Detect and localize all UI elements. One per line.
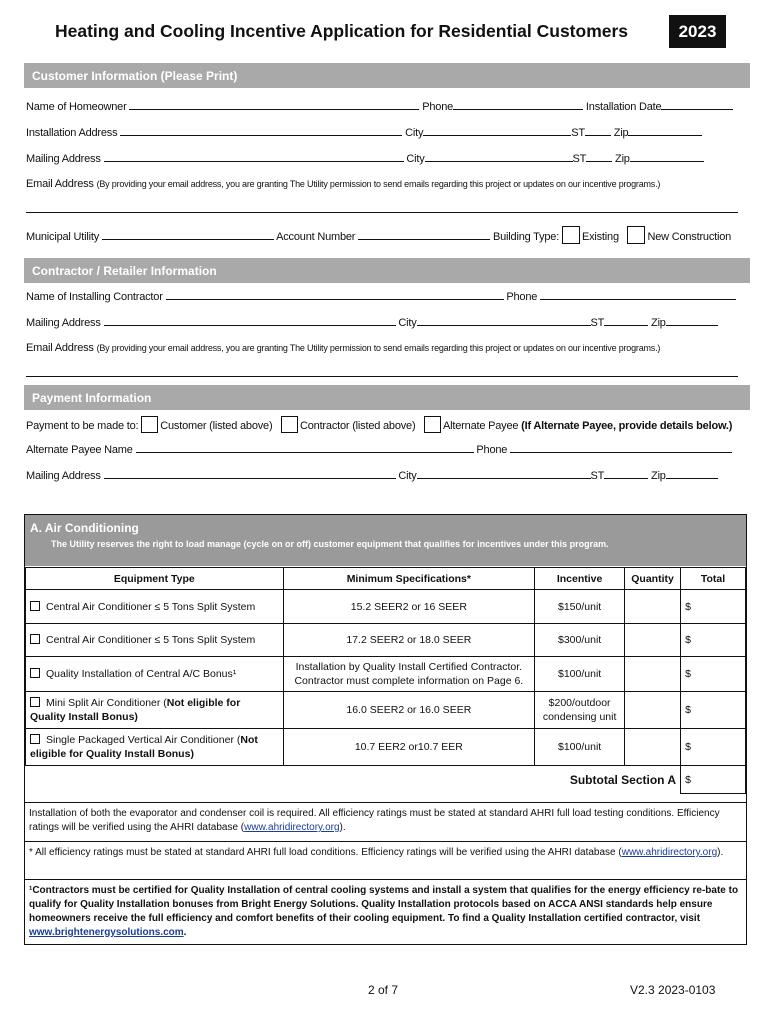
contractor-info-bar: Contractor / Retailer Information [24,258,750,283]
spec-cell: Installation by Quality Install Certified Contractor. Contractor must complete information on Page 6. [283,657,535,692]
phone-label: Phone [422,101,454,113]
equipment-type-note: Not eligible for Quality Install Bonus) [30,734,258,760]
city-field[interactable] [423,126,571,136]
col-incentive: Incentive [535,568,625,590]
quantity-cell[interactable] [625,729,681,766]
equipment-cell [26,657,284,692]
spec-cell: 10.7 EER2 or10.7 EER [283,729,535,766]
alt-payee-name-row [26,443,732,456]
homeowner-field[interactable] [129,100,419,110]
st-label: ST [571,127,585,139]
incentive-cell: $100/unit [535,729,625,766]
contractor-payee-checkbox[interactable] [281,416,298,433]
customer-info-bar: Customer Information (Please Print) [24,63,750,88]
contractor-city-field[interactable] [417,316,591,326]
new-construction-checkbox[interactable] [627,226,645,244]
ahri-link[interactable]: www.ahridirectory.org [244,822,340,833]
mailing-field[interactable] [104,152,404,162]
install-date-field[interactable] [661,100,733,110]
alt-payee-st-field[interactable] [604,469,648,479]
contractor-zip-label: Zip [651,317,666,329]
alt-payee-st-label: ST [590,470,605,482]
equipment-checkbox[interactable] [30,601,40,611]
contractor-payee-label: Contractor (listed above) [300,420,416,432]
alt-payee-mailing-row [26,469,718,482]
equipment-cell [26,590,284,624]
alt-payee-name-field[interactable] [136,443,474,453]
email-row [26,178,660,190]
install-date-label: Installation Date [585,101,662,113]
contractor-name-field[interactable] [166,290,504,300]
contractor-email-field[interactable] [26,376,738,377]
note-installation-text: Installation of both the evaporator and condenser coil is required. All efficiency ratings must be stated at standard AHRI full load testing conditions. Efficiency ratings will be verified using the AHRI database ( [29,808,720,833]
table-row [26,624,746,657]
install-address-label: Installation Address [26,127,118,139]
version-label: V2.3 2023-0103 [630,983,716,997]
section-a-subtitle: The Utility reserves the right to load manage (cycle on or off) customer equipment that qualifies for incentives under this program. [51,539,609,549]
equipment-type-note: Not eligible for Quality Install Bonus) [30,697,241,723]
zip-label: Zip [613,127,629,139]
equipment-checkbox[interactable] [30,634,40,644]
contractor-name-row [26,290,736,303]
mailing-row [26,152,704,165]
bright-energy-link[interactable]: www.brightenergysolutions.com [29,927,184,938]
ahri-link[interactable]: www.ahridirectory.org [621,847,718,858]
note-quality-install-end: . [183,927,187,938]
incentive-cell: $100/unit [535,657,625,692]
equipment-cell [26,729,284,766]
city-field[interactable] [425,152,573,162]
existing-checkbox[interactable] [562,226,580,244]
email-note: (By providing your email address, you are granting The Utility permission to send emails regarding this project or updates on our incentive programs.) [96,179,661,189]
total-cell[interactable]: $ [681,729,746,766]
contractor-email-note: (By providing your email address, you are granting The Utility permission to send emails regarding this project or updates on our incentive programs.) [96,343,661,353]
alt-payee-city-label: City [398,470,417,482]
incentive-cell: $300/unit [535,624,625,657]
equipment-table [25,567,746,794]
st-field[interactable] [586,152,612,162]
equipment-type: Mini Split Air Conditioner ( [46,697,167,709]
col-quantity: Quantity [625,568,681,590]
contractor-st-field[interactable] [604,316,648,326]
equipment-type: Central Air Conditioner ≤ 5 Tons Split System [46,634,256,646]
equipment-type: Central Air Conditioner ≤ 5 Tons Split System [46,600,256,613]
alt-payee-zip-field[interactable] [666,469,718,479]
customer-payee-label: Customer (listed above) [160,420,273,432]
total-cell[interactable]: $ [681,657,746,692]
email-field[interactable] [26,212,738,213]
alt-payee-name-label: Alternate Payee Name [26,444,133,456]
install-address-row [26,126,702,139]
building-type-label: Building Type: [492,231,560,243]
homeowner-label: Name of Homeowner [26,101,127,113]
total-cell[interactable]: $ [681,590,746,624]
contractor-name-label: Name of Installing Contractor [26,291,163,303]
spec-cell: 17.2 SEER2 or 18.0 SEER [283,624,535,657]
alternate-payee-checkbox[interactable] [424,416,441,433]
equipment-cell [26,692,284,729]
incentive-cell: $200/outdoor condensing unit [535,692,625,729]
alt-payee-mailing-field[interactable] [104,469,396,479]
zip-label: Zip [615,153,630,165]
city-label: City [406,153,425,165]
spec-cell: 16.0 SEER2 or 16.0 SEER [283,692,535,729]
col-total: Total [681,568,746,590]
quantity-cell[interactable] [625,657,681,692]
note-quality-install-text: ¹Contractors must be certified for Quality Installation of central cooling systems and install a system that qualifies for the energy efficiency re-bate to qualify for Quality Installation bonuses from Bright Energy Solutions. Quality Installation protocols based on ACCA ANSI standards help ensure homeowners receive the full efficiency and comfort benefits of their cooling equipment. To find a Quality Installation certified contractor, visit [29,885,739,924]
equipment-type: Single Packaged Vertical Air Conditioner ( [46,734,241,746]
note-installation-end: ). [339,822,346,833]
alt-payee-phone-label: Phone [476,444,508,456]
total-cell[interactable]: $ [681,624,746,657]
table-row [26,657,746,692]
equipment-cell [26,624,284,657]
table-row [26,729,746,766]
alternate-payee-note: (If Alternate Payee, provide details below.) [521,420,733,432]
contractor-phone-field[interactable] [540,290,736,300]
note-efficiency-end: ). [717,847,724,858]
section-a-header [25,515,746,566]
utility-field[interactable] [102,230,274,240]
payment-to-label: Payment to be made to: [26,420,139,432]
equipment-checkbox[interactable] [30,668,40,678]
table-row [26,692,746,729]
phone-field[interactable] [453,100,583,110]
year-badge: 2023 [669,15,726,48]
contractor-mailing-row [26,316,718,329]
homeowner-row [26,100,733,113]
payment-info-bar: Payment Information [24,385,750,410]
mailing-label: Mailing Address [26,153,101,165]
new-construction-label: New Construction [647,231,732,243]
utility-label: Municipal Utility [26,231,100,243]
existing-label: Existing [581,231,619,243]
quantity-cell[interactable] [625,692,681,729]
alternate-payee-label: Alternate Payee [443,420,519,432]
subtotal-value[interactable]: $ [681,766,746,794]
zip-field[interactable] [628,126,702,136]
quantity-cell[interactable] [625,624,681,657]
table-header-row [26,568,746,590]
total-cell[interactable]: $ [681,692,746,729]
st-field[interactable] [585,126,611,136]
account-label: Account Number [276,231,356,243]
alt-payee-mailing-label: Mailing Address [26,470,101,482]
install-address-field[interactable] [120,126,402,136]
contractor-phone-label: Phone [506,291,538,303]
note-installation [25,802,746,839]
quantity-cell[interactable] [625,590,681,624]
customer-payee-checkbox[interactable] [141,416,158,433]
subtotal-row [26,766,746,794]
note-quality-install [25,879,746,944]
equipment-checkbox[interactable] [30,734,40,744]
section-a-title: A. Air Conditioning [30,521,139,535]
contractor-mailing-label: Mailing Address [26,317,101,329]
payment-to-row [26,416,732,433]
page-number: 2 of 7 [368,983,399,997]
contractor-zip-field[interactable] [666,316,718,326]
alt-payee-phone-field[interactable] [510,443,732,453]
city-label: City [405,127,424,139]
zip-field[interactable] [630,152,704,162]
incentive-cell: $150/unit [535,590,625,624]
alt-payee-city-field[interactable] [417,469,591,479]
contractor-email-row [26,342,660,354]
st-label: ST [572,153,587,165]
contractor-mailing-field[interactable] [104,316,396,326]
account-field[interactable] [358,230,490,240]
col-min-specs: Minimum Specifications* [283,568,535,590]
subtotal-label: Subtotal Section A [26,766,681,794]
col-equipment-type: Equipment Type [26,568,284,590]
alt-payee-zip-label: Zip [651,470,666,482]
equipment-checkbox[interactable] [30,697,40,707]
page-title: Heating and Cooling Incentive Application for Residential Customers [55,21,629,41]
equipment-type: Quality Installation of Central A/C Bonus¹ [46,668,237,680]
note-efficiency-text: * All efficiency ratings must be stated at standard AHRI full load conditions. Efficiency ratings will be verified using the AHRI database ( [29,847,622,858]
email-label: Email Address [26,178,94,190]
contractor-st-label: ST [590,317,605,329]
contractor-email-label: Email Address [26,342,94,354]
section-a-air-conditioning [24,514,747,945]
spec-cell: 15.2 SEER2 or 16 SEER [283,590,535,624]
table-row [26,590,746,624]
contractor-city-label: City [398,317,417,329]
utility-row [26,226,731,244]
note-efficiency [25,841,746,864]
